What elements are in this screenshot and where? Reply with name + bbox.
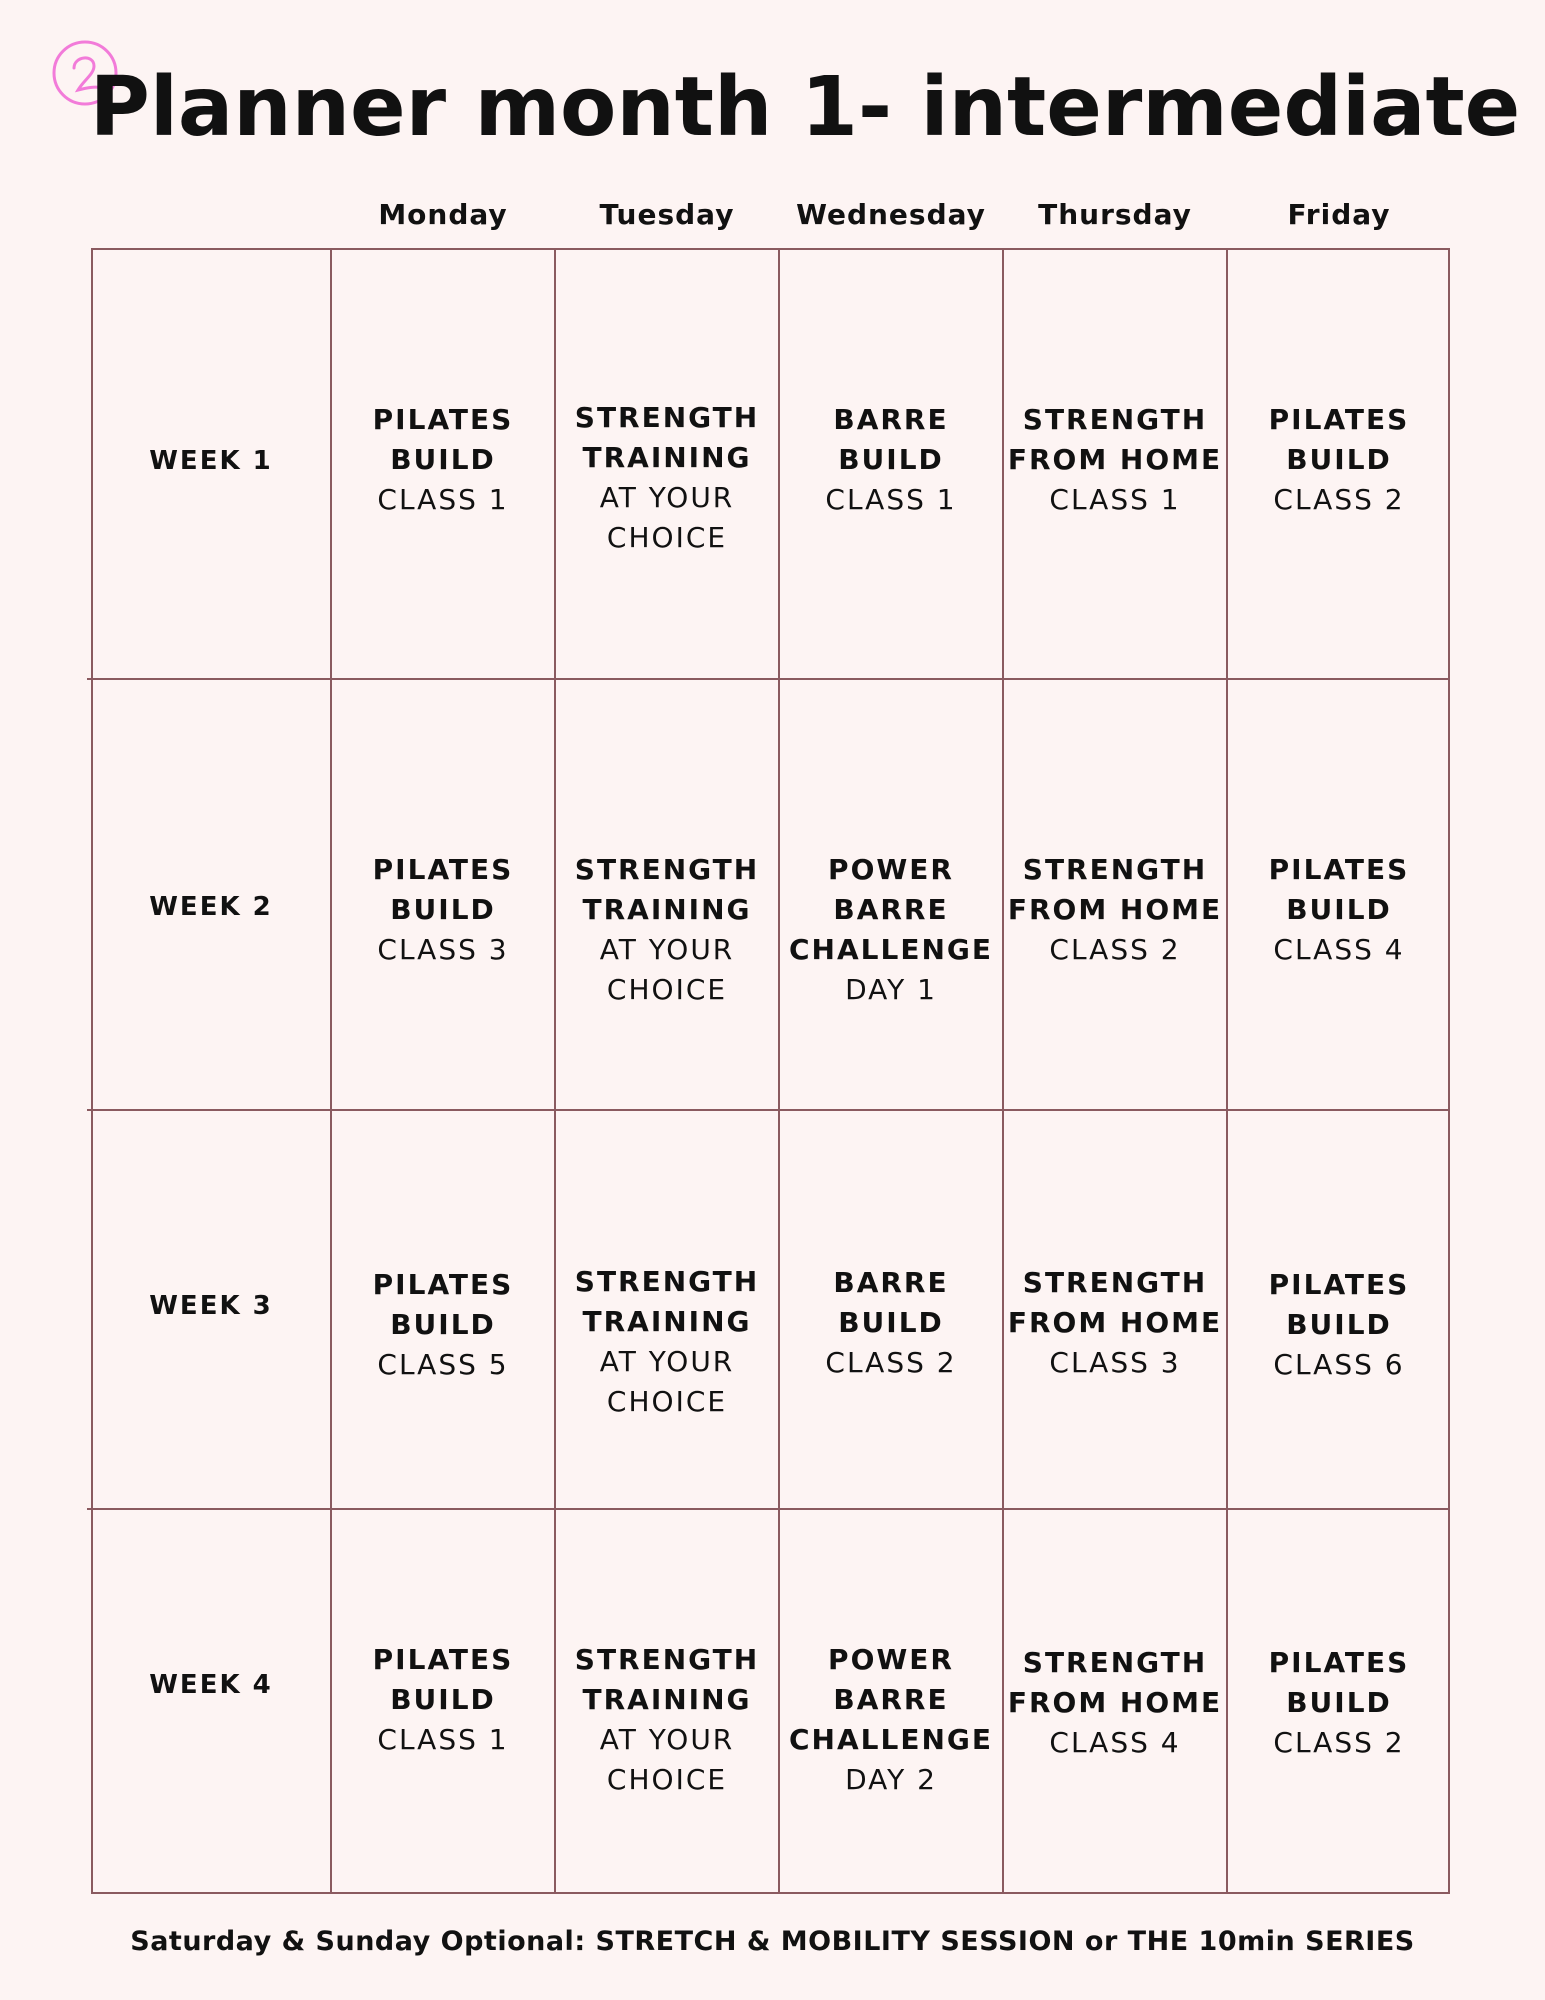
cell-week3-friday — [1227, 1265, 1451, 1385]
workout-name: PILATES — [372, 403, 514, 436]
workout-name: STRENGTH — [1022, 1646, 1208, 1679]
workout-type: BUILD — [1286, 443, 1392, 476]
workout-name: STRENGTH — [1022, 403, 1208, 436]
cell-week3-monday — [331, 1265, 555, 1385]
workout-detail: CLASS 5 — [377, 1348, 509, 1381]
cell-week4-wednesday — [779, 1640, 1003, 1800]
workout-type: CHALLENGE — [788, 1723, 993, 1756]
cell-week4-thursday — [1003, 1643, 1227, 1763]
workout-detail: CLASS 2 — [1273, 483, 1405, 516]
workout-type: BUILD — [838, 443, 944, 476]
workout-detail: AT YOUR — [599, 933, 735, 966]
workout-name: STRENGTH — [1022, 853, 1208, 886]
week-label-2: WEEK 2 — [149, 892, 273, 922]
workout-name: POWER — [828, 853, 954, 886]
workout-type: FROM HOME — [1007, 1306, 1223, 1339]
cell-week1-friday — [1227, 380, 1451, 540]
workout-type: FROM HOME — [1007, 893, 1223, 926]
workout-detail: CLASS 2 — [1049, 933, 1181, 966]
workout-type: TRAINING — [582, 1683, 752, 1716]
day-header-thursday: Thursday — [1038, 198, 1192, 231]
workout-detail: CLASS 3 — [1049, 1346, 1181, 1379]
day-header-friday: Friday — [1287, 198, 1391, 231]
workout-detail: AT YOUR — [599, 1345, 735, 1378]
workout-type: BUILD — [390, 1308, 496, 1341]
cell-week3-thursday — [1003, 1263, 1227, 1383]
day-header-wednesday: Wednesday — [796, 198, 986, 231]
grid-row-divider — [87, 1508, 1450, 1510]
workout-detail: CLASS 1 — [377, 483, 509, 516]
workout-detail: AT YOUR — [599, 1723, 735, 1756]
workout-type: FROM HOME — [1007, 1686, 1223, 1719]
cell-week2-friday — [1227, 850, 1451, 970]
workout-type: BUILD — [1286, 893, 1392, 926]
workout-type: BARRE — [833, 893, 949, 926]
cell-week2-wednesday — [779, 850, 1003, 1010]
cell-week2-thursday — [1003, 850, 1227, 970]
grid-row-divider — [87, 678, 1450, 680]
day-header-monday: Monday — [378, 198, 508, 231]
grid-row-divider — [87, 1109, 1450, 1111]
workout-name: STRENGTH — [574, 1643, 760, 1676]
workout-type: TRAINING — [582, 1305, 752, 1338]
week-label-1: WEEK 1 — [149, 446, 273, 476]
workout-detail: CLASS 2 — [825, 1346, 957, 1379]
workout-detail: CLASS 1 — [1049, 483, 1181, 516]
workout-name: PILATES — [1268, 853, 1410, 886]
weekend-note: Saturday & Sunday Optional: STRETCH & MOBILITY SESSION or THE 10min SERIES — [130, 1926, 1415, 1957]
cell-week1-tuesday — [555, 398, 779, 558]
day-header-tuesday: Tuesday — [599, 198, 735, 231]
workout-detail: AT YOUR — [599, 481, 735, 514]
cell-week1-thursday — [1003, 380, 1227, 540]
week-label-3: WEEK 3 — [149, 1291, 273, 1321]
workout-type: CHALLENGE — [788, 933, 993, 966]
workout-detail: CLASS 1 — [825, 483, 957, 516]
workout-detail: CLASS 2 — [1273, 1726, 1405, 1759]
workout-detail: CHOICE — [606, 521, 728, 554]
workout-type: BUILD — [838, 1306, 944, 1339]
workout-name: PILATES — [372, 853, 514, 886]
cell-week4-monday — [331, 1640, 555, 1760]
workout-name: STRENGTH — [574, 1265, 760, 1298]
workout-name: PILATES — [1268, 403, 1410, 436]
workout-detail: CLASS 1 — [377, 1723, 509, 1756]
workout-detail: CLASS 3 — [377, 933, 509, 966]
workout-type: FROM HOME — [1007, 443, 1223, 476]
week-label-4: WEEK 4 — [149, 1670, 273, 1700]
workout-name: STRENGTH — [574, 401, 760, 434]
workout-type: BUILD — [390, 893, 496, 926]
workout-type: TRAINING — [582, 441, 752, 474]
workout-detail: CHOICE — [606, 973, 728, 1006]
workout-detail: CLASS 4 — [1049, 1726, 1181, 1759]
workout-detail: CHOICE — [606, 1385, 728, 1418]
workout-detail: CHOICE — [606, 1763, 728, 1796]
workout-name: PILATES — [372, 1643, 514, 1676]
workout-name: PILATES — [372, 1268, 514, 1301]
cell-week2-tuesday — [555, 850, 779, 1010]
workout-name: PILATES — [1268, 1268, 1410, 1301]
workout-name: BARRE — [833, 1266, 949, 1299]
cell-week2-monday — [331, 850, 555, 970]
workout-type: TRAINING — [582, 893, 752, 926]
workout-detail: CLASS 4 — [1273, 933, 1405, 966]
workout-detail: CLASS 6 — [1273, 1348, 1405, 1381]
workout-name: POWER — [828, 1643, 954, 1676]
workout-type: BUILD — [1286, 1686, 1392, 1719]
page-title: Planner month 1- intermediate — [89, 60, 1521, 155]
workout-type: BUILD — [1286, 1308, 1392, 1341]
workout-type: BUILD — [390, 1683, 496, 1716]
workout-detail: DAY 2 — [845, 1763, 937, 1796]
cell-week3-wednesday — [779, 1263, 1003, 1383]
cell-week1-wednesday — [779, 380, 1003, 540]
workout-type: BARRE — [833, 1683, 949, 1716]
workout-name: STRENGTH — [574, 853, 760, 886]
cell-week4-friday — [1227, 1643, 1451, 1763]
cell-week4-tuesday — [555, 1640, 779, 1800]
cell-week1-monday — [331, 380, 555, 540]
workout-name: BARRE — [833, 403, 949, 436]
workout-name: STRENGTH — [1022, 1266, 1208, 1299]
workout-detail: DAY 1 — [845, 973, 937, 1006]
workout-type: BUILD — [390, 443, 496, 476]
workout-name: PILATES — [1268, 1646, 1410, 1679]
cell-week3-tuesday — [555, 1262, 779, 1422]
